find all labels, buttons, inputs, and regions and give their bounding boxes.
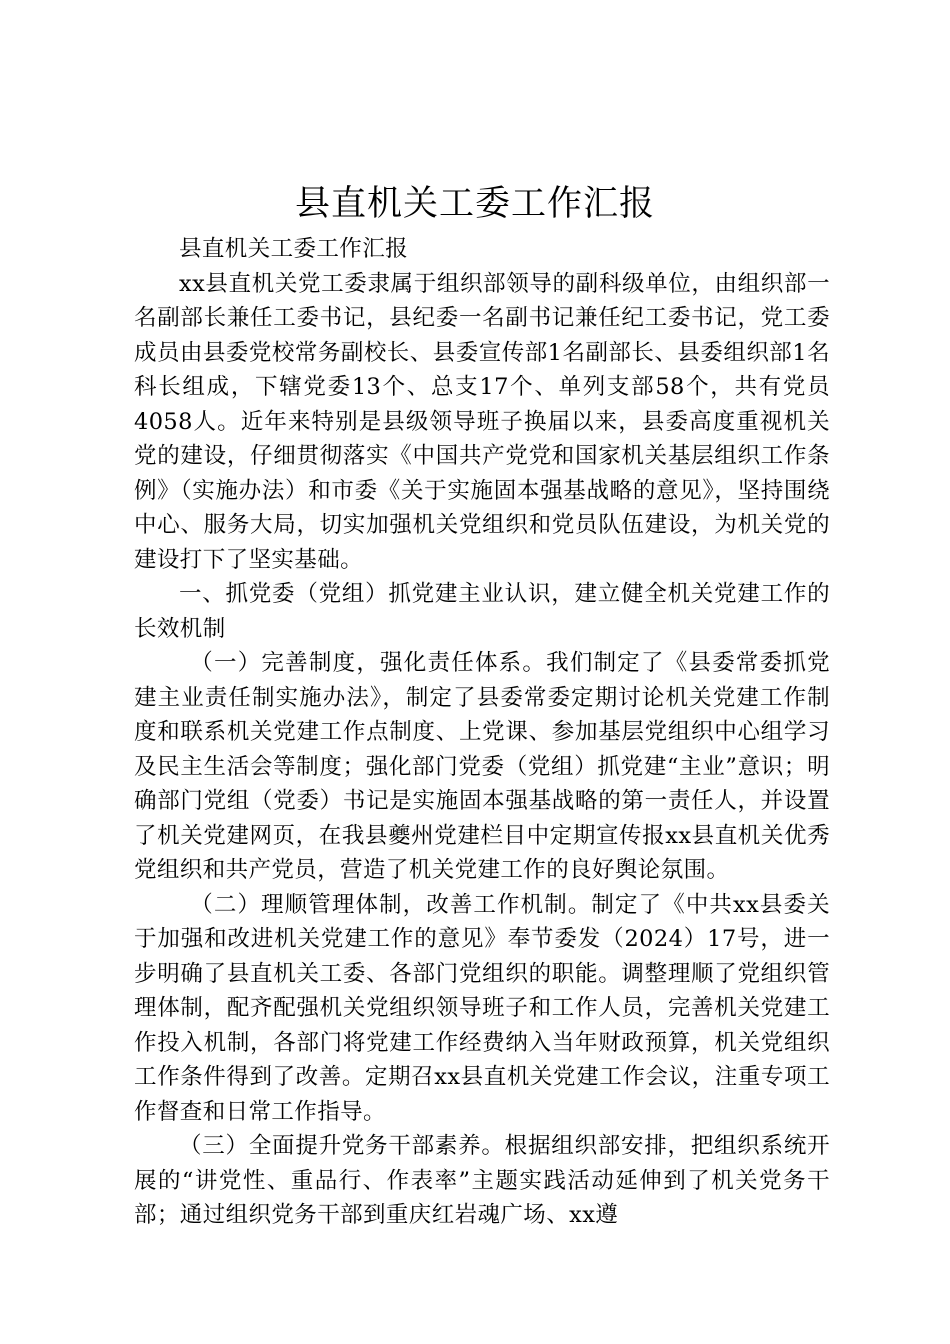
subsection-paragraph-1: （一）完善制度，强化责任体系。我们制定了《县委常委抓党建主业责任制实施办法》，制定了县委常委定期讨论机关党建工作制度和联系机关党建工作点制度、上党课、参加基层党组织中心组学习及民主生活会等制度；强化部门党委（党组）抓党建“主业”意识；明确部门党组（党委）书记是实施固本强基战略的第一责任人，并设置了机关党建网页，在我县夔州党建栏目中定期宣传报xx县直机关优秀党组织和共产党员，营造了机关党建工作的良好舆论氛围。 [134,650,830,883]
section-heading-1: 一、抓党委（党组）抓党建主业认识，建立健全机关党建工作的长效机制 [134,581,830,642]
subsection-paragraph-3: （三）全面提升党务干部素养。根据组织部安排，把组织系统开展的“讲党性、重品行、作表率”主题实践活动延伸到了机关党务干部；通过组织党务干部到重庆红岩魂广场、xx遵 [134,1133,830,1228]
document-subtitle: 县直机关工委工作汇报 [179,236,409,262]
document-title: 县直机关工委工作汇报 [294,184,655,224]
document-body [134,232,830,1233]
subsection-paragraph-2: （二）理顺管理体制，改善工作机制。制定了《中共xx县委关于加强和改进机关党建工作的意见》奉节委发（2024）17号，进一步明确了县直机关工委、各部门党组织的职能。调整理顺了党组织管理体制，配齐配强机关党组织领导班子和工作人员，完善机关党建工作投入机制，各部门将党建工作经费纳入当年财政预算，机关党组织工作条件得到了改善。定期召xx县直机关党建工作会议，注重专项工作督查和日常工作指导。 [134,891,830,1125]
intro-paragraph: xx县直机关党工委隶属于组织部领导的副科级单位，由组织部一名副部长兼任工委书记，县纪委一名副书记兼任纪工委书记，党工委成员由县委党校常务副校长、县委宣传部1名副部长、县委组织部1名科长组成，下辖党委13个、总支17个、单列支部58个，共有党员4058人。近年来特别是县级领导班子换届以来，县委高度重视机关党的建设，仔细贯彻落实《中国共产党党和国家机关基层组织工作条例》（实施办法）和市委《关于实施固本强基战略的意见》，坚持围绕中心、服务大局，切实加强机关党组织和党员队伍建设，为机关党的建设打下了坚实基础。 [134,270,830,573]
